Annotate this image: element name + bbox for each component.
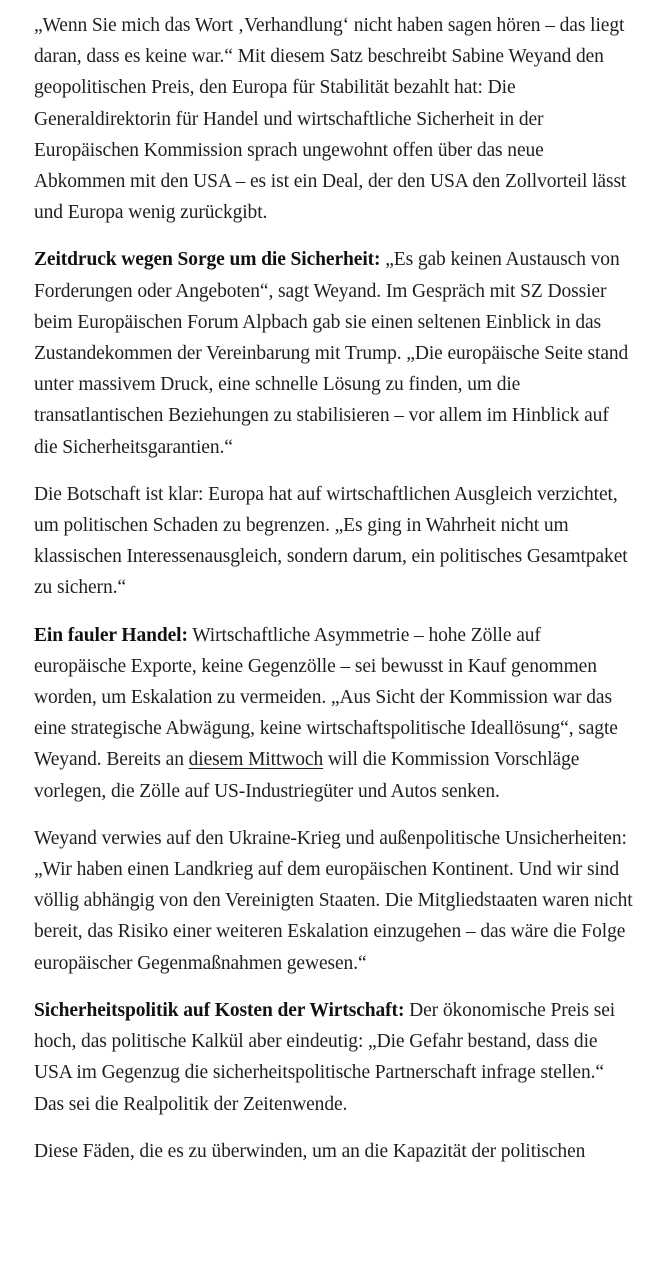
paragraph-cut-off-text: Diese Fäden, die es zu überwinden, um an die Kapazität der politischen [34, 1140, 586, 1162]
paragraph-intro [34, 10, 634, 228]
paragraph-time-pressure [34, 244, 634, 462]
paragraph-security-policy [34, 995, 634, 1120]
article-body [34, 10, 634, 1167]
paragraph-time-pressure-text: „Es gab keinen Austausch von Forderungen oder Angeboten“, sagt Weyand. Im Gespräch mit SZ Dossier beim Europäischen Forum Alpbach gab sie einen seltenen Einblick in das Zustandekommen der Vereinbarung mit Trump. „Die europäische Seite stand unter massivem Druck, eine schnelle Lösung zu finden, um die transatlantischen Beziehungen zu stabilisieren – vor allem im Hinblick auf die Sicherheitsgarantien.“ [34, 249, 629, 458]
paragraph-ukraine [34, 823, 634, 979]
paragraph-lead-bad-deal: Ein fauler Handel: [34, 624, 188, 646]
paragraph-lead-time-pressure: Zeitdruck wegen Sorge um die Sicherheit: [34, 249, 381, 271]
paragraph-bad-deal-text-2: will die Kommission Vorschläge vorlegen, die Zölle auf US-Industriegüter und Autos senken. [34, 749, 580, 802]
paragraph-ukraine-text: Weyand verwies auf den Ukraine-Krieg und außenpolitische Unsicherheiten: „Wir haben einen Landkrieg auf dem europäischen Kontinent. Und wir sind völlig abhängig von den Vereinigten Staaten. Die Mitgliedstaaten waren nicht bereit, das Risiko einer weiteren Eskalation einzugehen – das wäre die Folge europäischer Gegenmaßnahmen gewesen.“ [34, 827, 633, 974]
wednesday-link[interactable]: diesem Mittwoch [188, 749, 324, 771]
paragraph-lead-security-policy: Sicherheitspolitik auf Kosten der Wirtschaft: [34, 999, 405, 1021]
paragraph-intro-text: „Wenn Sie mich das Wort ‚Verhandlung‘ nicht haben sagen hören – das liegt daran, dass es keine war.“ Mit diesem Satz beschreibt Sabine Weyand den geopolitischen Preis, den Europa für Stabilität bezahlt hat: Die Generaldirektorin für Handel und wirtschaftliche Sicherheit in der Europäischen Kommission sprach ungewohnt offen über das neue Abkommen mit den USA – es ist ein Deal, der den USA den Zollvorteil lässt und Europa wenig zurückgibt. [34, 15, 627, 224]
paragraph-message [34, 479, 634, 604]
paragraph-bad-deal [34, 620, 634, 807]
paragraph-message-text: Die Botschaft ist klar: Europa hat auf wirtschaftlichen Ausgleich verzichtet, um politischen Schaden zu begrenzen. „Es ging in Wahrheit nicht um klassischen Interessenausgleich, sondern darum, ein politisches Gesamtpaket zu sichern.“ [34, 483, 628, 599]
paragraph-security-policy-text: Der ökonomische Preis sei hoch, das politische Kalkül aber eindeutig: „Die Gefahr bestand, dass die USA im Gegenzug die sicherheitspolitische Partnerschaft infrage stellen.“ Das sei die Realpolitik der Zeitenwende. [34, 999, 616, 1115]
paragraph-cut-off [34, 1136, 634, 1167]
paragraph-bad-deal-text-1: Wirtschaftliche Asymmetrie – hohe Zölle auf europäische Exporte, keine Gegenzölle – sei bewusst in Kauf genommen worden, um Eskalation zu vermeiden. „Aus Sicht der Kommission war das eine strategische Abwägung, keine wirtschaftspolitische Ideallösung“, sagte Weyand. Bereits an [34, 624, 618, 771]
